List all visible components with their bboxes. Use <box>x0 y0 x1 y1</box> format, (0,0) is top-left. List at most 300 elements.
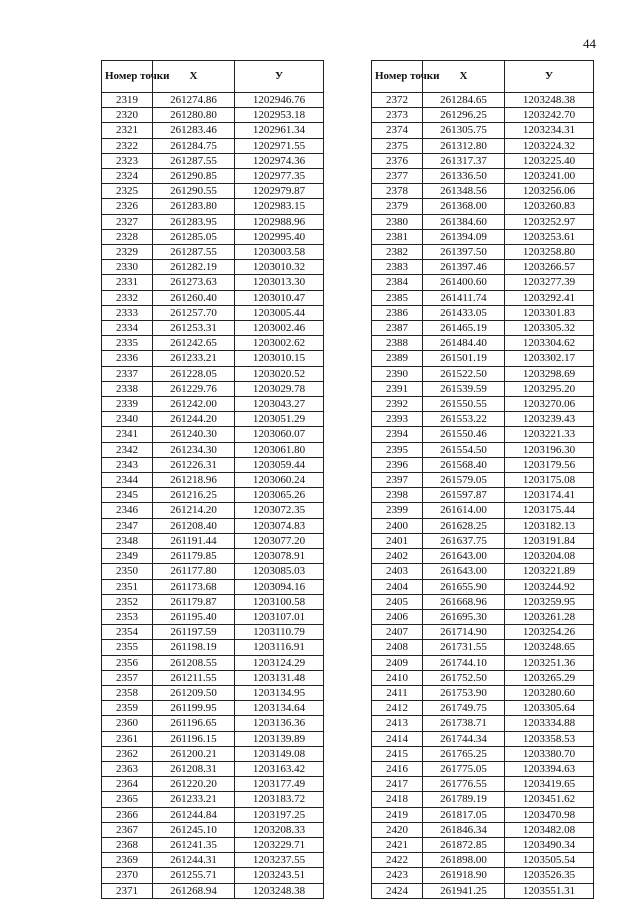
cell-point-number: 2344 <box>102 473 153 488</box>
cell-point-number: 2325 <box>102 184 153 199</box>
table-row <box>372 275 594 290</box>
table-row <box>372 579 594 594</box>
cell-point-number: 2380 <box>372 214 423 229</box>
cell-x: 261384.60 <box>423 214 505 229</box>
table-row <box>102 93 324 108</box>
cell-y: 1202995.40 <box>235 229 324 244</box>
cell-x: 261196.15 <box>153 731 235 746</box>
cell-point-number: 2407 <box>372 625 423 640</box>
cell-x: 261173.68 <box>153 579 235 594</box>
table-row <box>102 853 324 868</box>
cell-x: 261411.74 <box>423 290 505 305</box>
cell-x: 261260.40 <box>153 290 235 305</box>
cell-point-number: 2403 <box>372 564 423 579</box>
table-row <box>102 138 324 153</box>
table-row <box>372 792 594 807</box>
cell-y: 1203061.80 <box>235 442 324 457</box>
cell-point-number: 2393 <box>372 412 423 427</box>
cell-y: 1203094.16 <box>235 579 324 594</box>
table-header-row <box>102 61 324 93</box>
table-row <box>372 761 594 776</box>
cell-y: 1203234.31 <box>505 123 594 138</box>
cell-x: 261368.00 <box>423 199 505 214</box>
cell-x: 261846.34 <box>423 822 505 837</box>
cell-x: 261731.55 <box>423 640 505 655</box>
cell-point-number: 2326 <box>102 199 153 214</box>
cell-point-number: 2348 <box>102 533 153 548</box>
table-row <box>372 670 594 685</box>
table-row <box>372 731 594 746</box>
table-row <box>372 868 594 883</box>
cell-y: 1203280.60 <box>505 685 594 700</box>
cell-x: 261738.71 <box>423 716 505 731</box>
cell-point-number: 2371 <box>102 883 153 898</box>
cell-point-number: 2329 <box>102 245 153 260</box>
cell-x: 261714.90 <box>423 625 505 640</box>
cell-y: 1203304.62 <box>505 336 594 351</box>
cell-y: 1203074.83 <box>235 518 324 533</box>
cell-y: 1203419.65 <box>505 777 594 792</box>
cell-point-number: 2392 <box>372 397 423 412</box>
cell-x: 261241.35 <box>153 837 235 852</box>
table-row <box>102 245 324 260</box>
cell-point-number: 2360 <box>102 716 153 731</box>
table-row <box>102 549 324 564</box>
cell-y: 1203248.38 <box>505 93 594 108</box>
cell-y: 1202946.76 <box>235 93 324 108</box>
cell-x: 261199.95 <box>153 701 235 716</box>
cell-y: 1203224.32 <box>505 138 594 153</box>
cell-x: 261752.50 <box>423 670 505 685</box>
cell-y: 1203177.49 <box>235 777 324 792</box>
cell-y: 1202961.34 <box>235 123 324 138</box>
cell-x: 261579.05 <box>423 473 505 488</box>
cell-point-number: 2418 <box>372 792 423 807</box>
cell-x: 261433.05 <box>423 305 505 320</box>
cell-y: 1203242.70 <box>505 108 594 123</box>
cell-x: 261655.90 <box>423 579 505 594</box>
table-row <box>372 260 594 275</box>
cell-y: 1203244.92 <box>505 579 594 594</box>
cell-y: 1203182.13 <box>505 518 594 533</box>
cell-point-number: 2366 <box>102 807 153 822</box>
cell-y: 1203107.01 <box>235 609 324 624</box>
cell-y: 1203259.95 <box>505 594 594 609</box>
cell-y: 1203124.29 <box>235 655 324 670</box>
cell-y: 1203254.26 <box>505 625 594 640</box>
table-row <box>372 351 594 366</box>
table-row <box>372 701 594 716</box>
cell-x: 261283.95 <box>153 214 235 229</box>
cell-y: 1203051.29 <box>235 412 324 427</box>
cell-point-number: 2388 <box>372 336 423 351</box>
cell-x: 261484.40 <box>423 336 505 351</box>
cell-point-number: 2408 <box>372 640 423 655</box>
cell-y: 1203358.53 <box>505 731 594 746</box>
cell-y: 1203551.31 <box>505 883 594 898</box>
cell-y: 1203149.08 <box>235 746 324 761</box>
table-row <box>372 853 594 868</box>
cell-x: 261198.19 <box>153 640 235 655</box>
cell-point-number: 2405 <box>372 594 423 609</box>
cell-x: 261191.44 <box>153 533 235 548</box>
cell-x: 261317.37 <box>423 153 505 168</box>
cell-point-number: 2334 <box>102 321 153 336</box>
table-row <box>372 807 594 822</box>
table-row <box>102 609 324 624</box>
cell-point-number: 2376 <box>372 153 423 168</box>
cell-y: 1203131.48 <box>235 670 324 685</box>
cell-x: 261554.50 <box>423 442 505 457</box>
cell-y: 1203237.55 <box>235 853 324 868</box>
cell-y: 1203252.97 <box>505 214 594 229</box>
table-row <box>102 837 324 852</box>
table-row <box>102 670 324 685</box>
table-row <box>372 153 594 168</box>
cell-y: 1202974.36 <box>235 153 324 168</box>
table-row <box>102 625 324 640</box>
cell-x: 261179.87 <box>153 594 235 609</box>
cell-y: 1203085.03 <box>235 564 324 579</box>
cell-y: 1203258.80 <box>505 245 594 260</box>
cell-y: 1203204.08 <box>505 549 594 564</box>
table-row <box>102 594 324 609</box>
table-row <box>102 169 324 184</box>
table-row <box>372 488 594 503</box>
cell-y: 1203002.62 <box>235 336 324 351</box>
cell-x: 261597.87 <box>423 488 505 503</box>
cell-point-number: 2406 <box>372 609 423 624</box>
table-row <box>102 518 324 533</box>
cell-point-number: 2409 <box>372 655 423 670</box>
cell-point-number: 2339 <box>102 397 153 412</box>
cell-point-number: 2349 <box>102 549 153 564</box>
table-row <box>372 655 594 670</box>
cell-y: 1203174.41 <box>505 488 594 503</box>
cell-point-number: 2362 <box>102 746 153 761</box>
cell-y: 1203305.32 <box>505 321 594 336</box>
cell-point-number: 2341 <box>102 427 153 442</box>
cell-x: 261245.10 <box>153 822 235 837</box>
cell-x: 261394.09 <box>423 229 505 244</box>
cell-x: 261220.20 <box>153 777 235 792</box>
cell-y: 1203191.84 <box>505 533 594 548</box>
table-row <box>102 290 324 305</box>
table-row <box>372 503 594 518</box>
cell-x: 261226.31 <box>153 457 235 472</box>
table-row <box>372 822 594 837</box>
cell-point-number: 2338 <box>102 381 153 396</box>
table-row <box>102 685 324 700</box>
cell-y: 1203175.44 <box>505 503 594 518</box>
cell-point-number: 2420 <box>372 822 423 837</box>
table-row <box>102 442 324 457</box>
cell-x: 261255.71 <box>153 868 235 883</box>
table-row <box>102 655 324 670</box>
cell-point-number: 2375 <box>372 138 423 153</box>
table-row <box>372 412 594 427</box>
table-row <box>372 594 594 609</box>
cell-x: 261287.55 <box>153 245 235 260</box>
cell-x: 261695.30 <box>423 609 505 624</box>
cell-point-number: 2397 <box>372 473 423 488</box>
header-point-number: Номер точки <box>102 61 153 93</box>
cell-point-number: 2387 <box>372 321 423 336</box>
table-row <box>102 701 324 716</box>
cell-x: 261941.25 <box>423 883 505 898</box>
cell-x: 261465.19 <box>423 321 505 336</box>
table-row <box>372 366 594 381</box>
cell-x: 261817.05 <box>423 807 505 822</box>
table-row <box>102 807 324 822</box>
cell-point-number: 2401 <box>372 533 423 548</box>
cell-point-number: 2416 <box>372 761 423 776</box>
cell-x: 261253.31 <box>153 321 235 336</box>
table-row <box>372 138 594 153</box>
cell-x: 261233.21 <box>153 351 235 366</box>
cell-y: 1203072.35 <box>235 503 324 518</box>
cell-x: 261218.96 <box>153 473 235 488</box>
cell-point-number: 2383 <box>372 260 423 275</box>
table-row <box>372 777 594 792</box>
cell-y: 1203010.15 <box>235 351 324 366</box>
cell-point-number: 2398 <box>372 488 423 503</box>
table-row <box>102 214 324 229</box>
table-row <box>102 731 324 746</box>
table-row <box>102 184 324 199</box>
cell-point-number: 2389 <box>372 351 423 366</box>
cell-point-number: 2340 <box>102 412 153 427</box>
cell-point-number: 2372 <box>372 93 423 108</box>
cell-point-number: 2385 <box>372 290 423 305</box>
cell-x: 261637.75 <box>423 533 505 548</box>
cell-x: 261208.40 <box>153 518 235 533</box>
table-row <box>372 199 594 214</box>
cell-x: 261522.50 <box>423 366 505 381</box>
cell-point-number: 2368 <box>102 837 153 852</box>
table-row <box>372 716 594 731</box>
cell-point-number: 2414 <box>372 731 423 746</box>
cell-point-number: 2330 <box>102 260 153 275</box>
table-row <box>102 457 324 472</box>
table-row <box>372 229 594 244</box>
table-row <box>372 549 594 564</box>
cell-x: 261550.55 <box>423 397 505 412</box>
cell-x: 261257.70 <box>153 305 235 320</box>
cell-y: 1203136.36 <box>235 716 324 731</box>
cell-y: 1203197.25 <box>235 807 324 822</box>
cell-y: 1203394.63 <box>505 761 594 776</box>
cell-x: 261753.90 <box>423 685 505 700</box>
table-row <box>372 609 594 624</box>
header-y: У <box>505 61 594 93</box>
cell-y: 1203005.44 <box>235 305 324 320</box>
cell-y: 1203043.27 <box>235 397 324 412</box>
table-row <box>102 336 324 351</box>
table-row <box>102 199 324 214</box>
cell-y: 1203266.57 <box>505 260 594 275</box>
cell-point-number: 2343 <box>102 457 153 472</box>
cell-point-number: 2367 <box>102 822 153 837</box>
cell-point-number: 2336 <box>102 351 153 366</box>
cell-y: 1202983.15 <box>235 199 324 214</box>
cell-point-number: 2391 <box>372 381 423 396</box>
cell-x: 261397.50 <box>423 245 505 260</box>
cell-x: 261312.80 <box>423 138 505 153</box>
table-row <box>102 260 324 275</box>
table-row <box>102 229 324 244</box>
cell-point-number: 2417 <box>372 777 423 792</box>
cell-y: 1203013.30 <box>235 275 324 290</box>
cell-x: 261776.55 <box>423 777 505 792</box>
cell-y: 1203175.08 <box>505 473 594 488</box>
cell-point-number: 2396 <box>372 457 423 472</box>
cell-x: 261283.46 <box>153 123 235 138</box>
cell-y: 1203334.88 <box>505 716 594 731</box>
cell-y: 1203301.83 <box>505 305 594 320</box>
cell-point-number: 2404 <box>372 579 423 594</box>
cell-y: 1203078.91 <box>235 549 324 564</box>
cell-x: 261285.05 <box>153 229 235 244</box>
cell-x: 261348.56 <box>423 184 505 199</box>
cell-y: 1203248.65 <box>505 640 594 655</box>
cell-point-number: 2410 <box>372 670 423 685</box>
cell-point-number: 2337 <box>102 366 153 381</box>
table-row <box>372 457 594 472</box>
cell-x: 261244.84 <box>153 807 235 822</box>
cell-y: 1203100.58 <box>235 594 324 609</box>
cell-x: 261287.55 <box>153 153 235 168</box>
cell-x: 261200.21 <box>153 746 235 761</box>
table-row <box>372 123 594 138</box>
cell-y: 1203490.34 <box>505 837 594 852</box>
cell-x: 261628.25 <box>423 518 505 533</box>
cell-x: 261744.34 <box>423 731 505 746</box>
table-row <box>372 625 594 640</box>
cell-point-number: 2423 <box>372 868 423 883</box>
table-row <box>102 564 324 579</box>
cell-point-number: 2351 <box>102 579 153 594</box>
cell-y: 1202971.55 <box>235 138 324 153</box>
table-row <box>102 473 324 488</box>
table-row <box>372 533 594 548</box>
table-row <box>372 518 594 533</box>
cell-x: 261918.90 <box>423 868 505 883</box>
cell-point-number: 2358 <box>102 685 153 700</box>
table-row <box>102 321 324 336</box>
cell-y: 1203298.69 <box>505 366 594 381</box>
cell-y: 1203010.32 <box>235 260 324 275</box>
cell-y: 1203451.62 <box>505 792 594 807</box>
cell-y: 1202979.87 <box>235 184 324 199</box>
cell-x: 261550.46 <box>423 427 505 442</box>
cell-point-number: 2321 <box>102 123 153 138</box>
cell-point-number: 2412 <box>372 701 423 716</box>
cell-point-number: 2320 <box>102 108 153 123</box>
table-row <box>102 503 324 518</box>
cell-x: 261273.63 <box>153 275 235 290</box>
cell-point-number: 2355 <box>102 640 153 655</box>
cell-x: 261229.76 <box>153 381 235 396</box>
table-row <box>372 397 594 412</box>
coordinates-table-right <box>371 60 594 899</box>
cell-x: 261898.00 <box>423 853 505 868</box>
cell-x: 261765.25 <box>423 746 505 761</box>
table-row <box>102 275 324 290</box>
cell-point-number: 2377 <box>372 169 423 184</box>
table-row <box>102 792 324 807</box>
table-row <box>102 640 324 655</box>
cell-x: 261197.59 <box>153 625 235 640</box>
cell-x: 261177.80 <box>153 564 235 579</box>
cell-y: 1203505.54 <box>505 853 594 868</box>
cell-point-number: 2370 <box>102 868 153 883</box>
cell-point-number: 2424 <box>372 883 423 898</box>
table-row <box>102 761 324 776</box>
cell-point-number: 2394 <box>372 427 423 442</box>
cell-y: 1203110.79 <box>235 625 324 640</box>
cell-point-number: 2402 <box>372 549 423 564</box>
table-row <box>372 305 594 320</box>
cell-x: 261274.86 <box>153 93 235 108</box>
table-row <box>102 397 324 412</box>
cell-point-number: 2352 <box>102 594 153 609</box>
cell-y: 1203251.36 <box>505 655 594 670</box>
cell-x: 261872.85 <box>423 837 505 852</box>
cell-y: 1203134.64 <box>235 701 324 716</box>
cell-x: 261553.22 <box>423 412 505 427</box>
cell-point-number: 2421 <box>372 837 423 852</box>
cell-point-number: 2357 <box>102 670 153 685</box>
cell-y: 1203077.20 <box>235 533 324 548</box>
cell-x: 261240.30 <box>153 427 235 442</box>
cell-x: 261268.94 <box>153 883 235 898</box>
cell-point-number: 2381 <box>372 229 423 244</box>
cell-point-number: 2399 <box>372 503 423 518</box>
cell-x: 261244.20 <box>153 412 235 427</box>
table-row <box>372 427 594 442</box>
cell-point-number: 2419 <box>372 807 423 822</box>
cell-y: 1203221.89 <box>505 564 594 579</box>
cell-x: 261208.31 <box>153 761 235 776</box>
page-number: 44 <box>583 36 596 51</box>
cell-y: 1203010.47 <box>235 290 324 305</box>
table-row <box>102 883 324 898</box>
cell-point-number: 2356 <box>102 655 153 670</box>
cell-point-number: 2364 <box>102 777 153 792</box>
cell-x: 261196.65 <box>153 716 235 731</box>
cell-point-number: 2379 <box>372 199 423 214</box>
cell-point-number: 2374 <box>372 123 423 138</box>
cell-y: 1203002.46 <box>235 321 324 336</box>
cell-point-number: 2319 <box>102 93 153 108</box>
cell-point-number: 2415 <box>372 746 423 761</box>
cell-x: 261242.00 <box>153 397 235 412</box>
cell-point-number: 2345 <box>102 488 153 503</box>
cell-x: 261290.55 <box>153 184 235 199</box>
cell-y: 1203292.41 <box>505 290 594 305</box>
cell-point-number: 2324 <box>102 169 153 184</box>
header-point-number: Номер точки <box>372 61 423 93</box>
table-row <box>102 351 324 366</box>
cell-x: 261296.25 <box>423 108 505 123</box>
cell-x: 261744.10 <box>423 655 505 670</box>
table-row <box>102 412 324 427</box>
cell-y: 1203256.06 <box>505 184 594 199</box>
table-row <box>372 290 594 305</box>
table-row <box>102 777 324 792</box>
cell-point-number: 2322 <box>102 138 153 153</box>
